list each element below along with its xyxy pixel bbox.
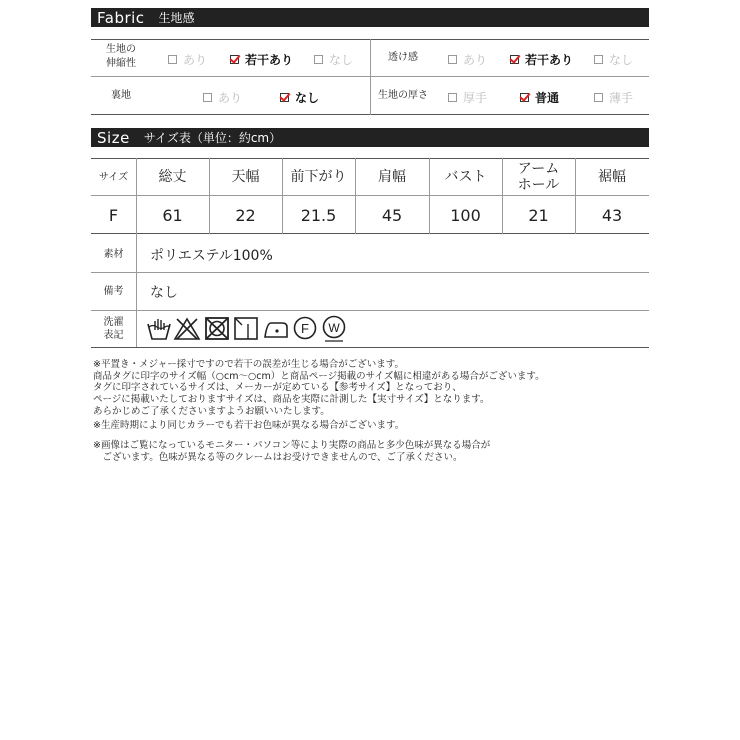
washing-label xyxy=(91,316,136,342)
thickness-label: 生地の厚さ xyxy=(378,90,428,101)
value-neck-width: 22 xyxy=(235,206,256,225)
washing-label-line1: 洗濯 xyxy=(103,317,124,328)
header-armhole xyxy=(502,161,575,193)
fabric-title-en: Fabric xyxy=(97,8,145,27)
value-shoulder-width: 45 xyxy=(381,206,403,225)
note-line: タグに印字されているサイズは、メーカーが定めている【参考サイズ】となっており、 xyxy=(93,382,462,394)
header-total-length: 総丈 xyxy=(158,169,187,185)
checked-checkbox-icon xyxy=(280,93,289,102)
header-armhole-line1: アーム xyxy=(517,161,560,177)
size-value: F xyxy=(108,206,119,225)
option-label: あり xyxy=(463,53,488,67)
header-shoulder-width: 肩幅 xyxy=(378,169,406,185)
note-line: ページに掲載いたしておりますサイズは、商品を実際に計測した【実寸サイズ】となります。 xyxy=(93,394,490,406)
divider xyxy=(91,195,649,196)
material-value: ポリエステル100% xyxy=(150,248,273,264)
thickness-option-normal[interactable] xyxy=(520,89,559,106)
stretch-option-slight[interactable] xyxy=(230,51,293,68)
line-dry-shade-icon xyxy=(233,315,259,341)
sheer-option-no[interactable] xyxy=(594,51,633,68)
checkbox-icon xyxy=(448,93,457,102)
header-armhole-line2: ホール xyxy=(517,177,560,193)
divider xyxy=(370,39,371,115)
lining-label: 裏地 xyxy=(111,90,131,101)
divider xyxy=(91,233,649,234)
value-hem-width: 43 xyxy=(601,206,623,225)
no-tumble-dry-icon xyxy=(204,315,230,341)
stretch-option-yes[interactable] xyxy=(168,51,207,68)
material-label: 素材 xyxy=(103,249,124,260)
header-neck-width: 天幅 xyxy=(231,169,260,185)
checked-checkbox-icon xyxy=(520,93,529,102)
checked-checkbox-icon xyxy=(230,55,239,64)
option-label: あり xyxy=(218,91,243,105)
checked-checkbox-icon xyxy=(510,55,519,64)
divider xyxy=(91,158,649,159)
header-bust: バスト xyxy=(444,169,487,185)
stretch-label xyxy=(95,43,147,71)
checkbox-icon xyxy=(594,93,603,102)
care-symbols xyxy=(146,315,346,343)
checkbox-icon xyxy=(203,93,212,102)
divider xyxy=(91,310,649,311)
value-armhole: 21 xyxy=(528,206,549,225)
notes-block-2 xyxy=(93,420,404,432)
notes-block-3 xyxy=(93,440,490,463)
size-table xyxy=(91,158,649,234)
note-line: ございます。色味が異なる等のクレームはお受けできませんので、ご了承ください。 xyxy=(93,451,463,463)
value-total-length: 61 xyxy=(162,206,183,225)
stretch-label-line1: 生地の xyxy=(106,44,136,55)
sheer-label: 透け感 xyxy=(388,52,418,63)
remarks-value: なし xyxy=(150,285,178,301)
sheer-option-slight[interactable] xyxy=(510,51,573,68)
size-column-header: サイズ xyxy=(98,172,129,183)
checkbox-icon xyxy=(448,55,457,64)
option-label: なし xyxy=(295,91,320,105)
size-title-en: Size xyxy=(97,128,130,147)
option-label: 若干あり xyxy=(245,53,294,67)
no-bleach-icon xyxy=(173,315,201,341)
wet-clean-w-icon xyxy=(321,315,347,343)
thickness-option-thin[interactable] xyxy=(594,89,633,106)
thickness-option-thick[interactable] xyxy=(448,89,487,106)
header-hem-width: 裾幅 xyxy=(598,169,626,185)
remarks-label: 備考 xyxy=(103,286,124,297)
stretch-option-no[interactable] xyxy=(314,51,353,68)
divider xyxy=(91,272,649,273)
note-line: 商品タグに印字のサイズ幅（○cm〜○cm）と商品ページ掲載のサイズ幅に相違がある場合がございます。 xyxy=(93,370,545,382)
option-label: 厚手 xyxy=(463,91,488,105)
checkbox-icon xyxy=(314,55,323,64)
fabric-table xyxy=(91,39,649,115)
divider xyxy=(136,234,137,347)
checkbox-icon xyxy=(168,55,177,64)
option-label: 薄手 xyxy=(609,91,634,105)
value-bust: 100 xyxy=(450,206,481,225)
option-label: なし xyxy=(329,53,354,67)
hand-wash-40-icon xyxy=(146,315,172,341)
checkbox-icon xyxy=(594,55,603,64)
notes-block-1 xyxy=(93,359,545,418)
fabric-title-jp: 生地感 xyxy=(158,11,195,25)
stretch-label-line2: 伸縮性 xyxy=(106,58,136,69)
option-label: なし xyxy=(609,53,634,67)
value-front-drop: 21.5 xyxy=(300,206,337,225)
lining-option-yes[interactable] xyxy=(203,89,242,106)
svg-text:W: W xyxy=(328,321,340,335)
note-line: ※平置き・メジャー採寸ですので若干の誤差が生じる場合がございます。 xyxy=(93,359,405,370)
fabric-section-header xyxy=(91,8,649,27)
option-label: あり xyxy=(183,53,208,67)
header-front-drop: 前下がり xyxy=(290,169,347,185)
note-line: ※生産時期により同じカラーでも若干お色味が異なる場合がございます。 xyxy=(93,420,405,431)
size-section-header xyxy=(91,128,649,147)
lining-option-no[interactable] xyxy=(280,89,319,106)
note-line: あらかじめご了承くださいますようお願いいたします。 xyxy=(93,405,330,417)
sheer-option-yes[interactable] xyxy=(448,51,487,68)
iron-low-icon xyxy=(262,315,290,341)
svg-text:F: F xyxy=(301,321,309,336)
dry-clean-f-icon xyxy=(292,315,318,341)
option-label: 普通 xyxy=(535,91,560,105)
washing-label-line2: 表記 xyxy=(103,330,124,341)
divider xyxy=(91,347,649,348)
option-label: 若干あり xyxy=(525,53,574,67)
note-line: ※画像はご覧になっているモニター・パソコン等により実際の商品と多少色味が異なる場合が xyxy=(93,440,491,451)
size-title-jp: サイズ表（単位：約cm） xyxy=(143,131,282,145)
